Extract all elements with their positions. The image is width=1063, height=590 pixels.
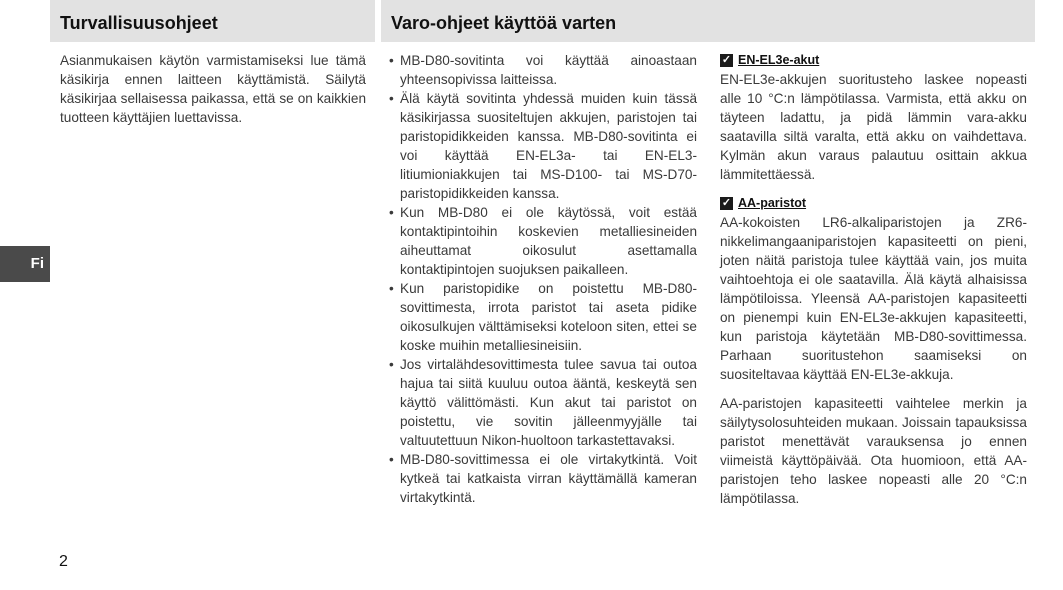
note-aa-batteries [720, 194, 1027, 508]
note-title [720, 194, 1027, 213]
notes-column [720, 51, 1027, 508]
checkmark-icon: ✓ [721, 54, 732, 66]
intro-column [60, 51, 366, 127]
note-paragraph: AA-paristojen kapasiteetti vaihtelee merkin ja säilytysolosuhteiden mukaan. Joissain tapauksissa paristot menettävät varauksensa jo ennen viimeistä käyttöpäivää. Ota huomioon, että AA-paristojen teho laskee nopeasti alle 20 °C:n lämpötilassa. [720, 396, 1027, 506]
note-title-label: AA-paristot [738, 196, 807, 210]
bullet-item: • Kun MB-D80 ei ole käytössä, voit estää kontaktipintoihin koskevien metalliesineiden aiheuttamat oikosulut asettamalla kontaktipintojen suojuksen paikalleen. [389, 203, 697, 279]
bullet-item: • Jos virtalähdesovittimesta tulee savua tai outoa hajua tai siitä kuuluu outoa ääntä, keskeytä sen käyttö välittömästi. Kun akut tai paristot on poistettu, vie sovitin jälleenmyyjälle tai valtuutettuun Nikon-huoltoon tarkastettavaksi. [389, 355, 697, 450]
page-number: 2 [59, 553, 68, 570]
note-title [720, 51, 1027, 70]
bullet-item: • Älä käytä sovitinta yhdessä muiden kuin tässä käsikirjassa suositeltujen akkujen, paristojen tai paristopidikkeiden kanssa. MB-D80-sovitinta ei voi käyttää EN-EL3a- tai EN-EL3-litiumioniakkujen tai MS-D100- tai MS-D70-paristopidikkeiden kanssa. [389, 89, 697, 203]
checkmark-icon: ✓ [721, 197, 732, 209]
precautions-list [389, 51, 697, 507]
section-heading-precautions: Varo-ohjeet käyttöä varten [381, 0, 1035, 42]
note-paragraph: AA-kokoisten LR6-alkaliparistojen ja ZR6-nikkelimangaaniparistojen kapasiteetti on pieni, joten näitä paristoja tulee käyttää vain, jos muita vaihtoehtoja ei ole saatavilla. Älä käytä alhaisissa lämpötiloissa. Yleensä AA-paristojen kapasiteetti on pienempi kuin EN-EL3e-akkujen kapasiteetti, kun paristoja käytetään MB-D80-sovittimessa. Parhaan suoritustehon saamiseksi on suositeltavaa käyttää EN-EL3e-akkuja. [720, 215, 1027, 382]
note-title-label: EN-EL3e-akut [738, 53, 820, 67]
intro-paragraph: Asianmukaisen käytön varmistamiseksi lue tämä käsikirja ennen laitteen käyttämistä. Säilytä käsikirjaa sellaisessa paikassa, että se on kaikkien tuotteen käyttäjien luettavissa. [60, 53, 366, 125]
note-paragraph: EN-EL3e-akkujen suoritusteho laskee nopeasti alle 10 °C:n lämpötilassa. Varmista, että akku on täyteen ladattu, ja pidä lämmin vara-akku saatavilla siltä varalta, että akku on vaihdettava. Kylmän akun varaus palautuu osittain akkua lämmitettäessä. [720, 72, 1027, 182]
precautions-column [389, 51, 697, 507]
bullet-item: • Kun paristopidike on poistettu MB-D80-sovittimesta, irrota paristot tai aseta pidike oikosulkujen välttämiseksi koteloon siten, ettei se koske muihin metalliesineisiin. [389, 279, 697, 355]
bullet-item: • MB-D80-sovittimessa ei ole virtakytkintä. Voit kytkeä tai katkaista virran käyttämällä kameran virtakytkintä. [389, 450, 697, 507]
note-en-el3e [720, 51, 1027, 184]
bullet-item: • MB-D80-sovitinta voi käyttää ainoastaan yhteensopivissa laitteissa. [389, 51, 697, 89]
section-heading-safety: Turvallisuusohjeet [50, 0, 375, 42]
language-tab: Fi [0, 246, 50, 282]
